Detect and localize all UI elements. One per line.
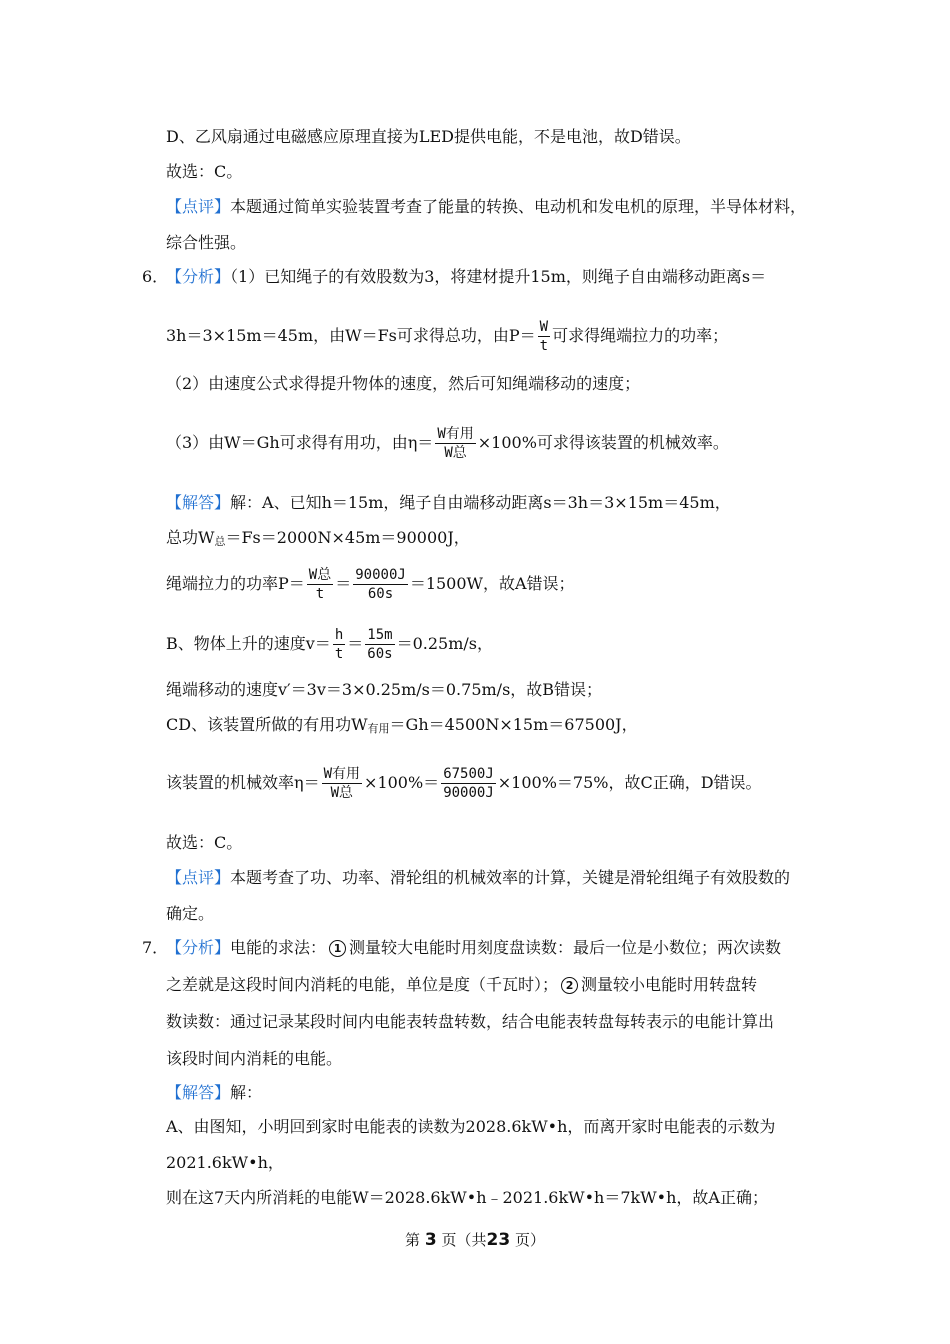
q6-comment: [166, 867, 890, 889]
text: 电能的求法：: [230, 938, 327, 957]
solution-tag: 【解答】: [166, 493, 231, 512]
numerator: W有用: [437, 426, 474, 442]
question-number: 6．: [142, 267, 169, 286]
analysis-text: （1）已知绳子的有效股数为3，将建材提升15m，则绳子自由端移动距离s＝: [230, 267, 767, 286]
comment-tag: 【点评】: [166, 868, 231, 887]
page-number: 3: [424, 1230, 437, 1250]
text: ＝Gh＝4500N×15m＝67500J，: [389, 715, 638, 734]
subscript: 有用: [367, 722, 390, 735]
text: 之差就是这段时间内消耗的电能，单位是度（千瓦时）；: [166, 975, 559, 994]
q6-solution-line7: [166, 762, 890, 804]
q6-solution-line2: [166, 527, 890, 553]
text: 该装置的机械效率η＝: [166, 773, 320, 792]
text: 绳端拉力的功率P＝: [166, 574, 305, 593]
numerator: 90000J: [355, 567, 406, 583]
question-number: 7．: [142, 938, 169, 957]
solution-text: 解：A、已知h＝15m，绳子自由端移动距离s＝3h＝3×15m＝45m，: [230, 493, 731, 512]
q6-solution-line5: 绳端移动的速度v′＝3v＝3×0.25m/s＝0.75m/s，故B错误；: [166, 680, 603, 699]
denominator: t: [334, 646, 344, 662]
text: ＝Fs＝2000N×45m＝90000J，: [225, 528, 470, 547]
q6-analysis-line3: （2）由速度公式求得提升物体的速度，然后可知绳端移动的速度；: [166, 374, 641, 393]
analysis-tag: 【分析】: [166, 267, 231, 286]
numerator: 67500J: [443, 766, 494, 782]
numerator: W总: [308, 567, 332, 583]
text: CD、该装置所做的有用功W: [166, 715, 368, 734]
text: 解：: [230, 1083, 263, 1102]
numerator: W: [539, 319, 549, 335]
text: 总功W: [166, 528, 215, 547]
numerator: W有用: [323, 766, 361, 782]
q6-comment-cont: 确定。: [166, 904, 215, 923]
numerator: 15m: [367, 627, 393, 643]
q7-analysis-line4: 该段时间内消耗的电能。: [166, 1049, 343, 1068]
comment-text: 本题考查了功、功率、滑轮组的机械效率的计算，关键是滑轮组绳子有效股数的: [230, 868, 791, 887]
text: ＝0.25m/s，: [396, 634, 493, 653]
q7-analysis: [166, 937, 890, 959]
subscript: 总: [214, 535, 226, 548]
denominator: W总: [330, 785, 354, 801]
text: B、物体上升的速度v＝: [166, 634, 331, 653]
comment-tag: 【点评】: [166, 197, 231, 216]
q6-analysis-line4: [166, 422, 890, 464]
q7-analysis-line2: [166, 974, 890, 996]
q7-analysis-line3: 数读数：通过记录某段时间内电能表转盘转数，结合电能表转盘每转表示的电能计算出: [166, 1012, 775, 1031]
q6-solution-line4: [166, 624, 890, 664]
text: ＝1500W，故A错误；: [409, 574, 575, 593]
text: 测量较小电能时用转盘转: [581, 975, 758, 994]
q6-analysis: [166, 266, 890, 288]
page-footer: [0, 1229, 950, 1251]
circled-number-icon: 2: [561, 977, 578, 994]
q6-analysis-line2: [166, 318, 890, 355]
q7-solution: [166, 1082, 890, 1104]
q7-solution-line3: 则在这7天内所消耗的电能W＝2028.6kW•h﹣2021.6kW•h＝7kW•h，故A正确；: [166, 1188, 768, 1207]
denominator: 60s: [367, 646, 393, 662]
text: 3h＝3×15m＝45m，由W＝Fs可求得总功，由P＝: [166, 326, 536, 345]
text: （3）由W＝Gh可求得有用功，由η＝: [166, 433, 434, 452]
total-pages: 23: [486, 1230, 511, 1250]
fraction: [365, 626, 394, 663]
denominator: t: [539, 338, 549, 354]
q6-solution: [166, 492, 890, 514]
text: 页）: [514, 1231, 545, 1249]
efficiency-fraction: [435, 425, 475, 462]
text: 测量较大电能时用刻度盘读数：最后一位是小数位；两次读数: [349, 938, 782, 957]
circled-number-icon: 1: [329, 940, 346, 957]
text: ＝: [335, 574, 352, 593]
text: 页（共: [441, 1231, 487, 1249]
fraction: [353, 566, 408, 603]
q5-option-d: D、乙风扇通过电磁感应原理直接为LED提供电能，不是电池，故D错误。: [166, 127, 691, 146]
text: ×100%＝: [364, 773, 440, 792]
denominator: 90000J: [443, 785, 494, 801]
q5-answer: 故选：C。: [166, 162, 243, 181]
denominator: 60s: [367, 586, 394, 602]
q7-solution-line2: 2021.6kW•h，: [166, 1153, 284, 1172]
text: 可求得绳端拉力的功率；: [552, 326, 729, 345]
text: ×100%＝75%，故C正确，D错误。: [497, 773, 762, 792]
q5-comment: [166, 196, 890, 218]
fraction: [322, 765, 362, 802]
comment-text: 本题通过简单实验装置考查了能量的转换、电动机和发电机的原理，半导体材料，: [230, 197, 807, 216]
fraction: [333, 626, 345, 663]
q5-comment-cont: 综合性强。: [166, 233, 247, 252]
text: ＝: [347, 634, 364, 653]
text: ×100%可求得该装置的机械效率。: [477, 433, 729, 452]
denominator: W总: [444, 445, 467, 461]
solution-tag: 【解答】: [166, 1083, 231, 1102]
q6-solution-line6: [166, 714, 890, 740]
fraction: [441, 765, 496, 802]
q7-solution-line1: A、由图知，小明回到家时电能表的读数为2028.6kW•h，而离开家时电能表的示数为: [166, 1117, 776, 1136]
q6-answer: 故选：C。: [166, 833, 243, 852]
numerator: h: [334, 627, 344, 643]
fraction: [307, 566, 333, 603]
denominator: t: [315, 586, 325, 602]
analysis-tag: 【分析】: [166, 938, 231, 957]
q6-solution-line3: [166, 564, 890, 604]
text: 第: [405, 1231, 421, 1249]
power-fraction: [538, 318, 550, 355]
